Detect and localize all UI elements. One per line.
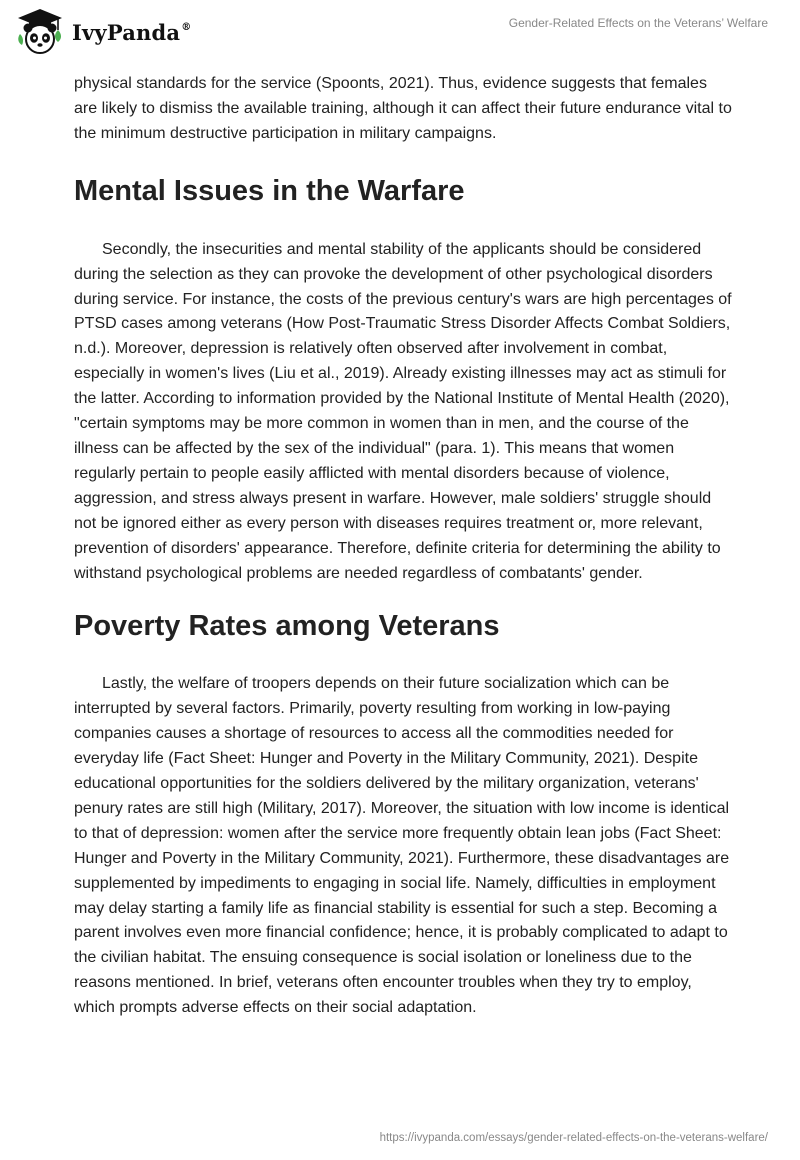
essay-content: [74, 72, 734, 1021]
brand-name: IvyPanda®: [72, 19, 192, 45]
mental-issues-paragraph: Secondly, the insecurities and mental stability of the applicants should be considered during the selection as they can provoke the development of other psychological disorders during service. For instance, the costs of the previous century's wars are high percentages of PTSD cases among veterans (How Post-Traumatic Stress Disorder Affects Combat Soldiers, n.d.). Moreover, depression is relatively often observed after involvement in combat, especially in women's lives (Liu et al., 2019). Already existing illnesses may act as stimuli for the latter. According to information provided by the National Institute of Mental Health (2020), "certain symptoms may be more common in women than in men, and the course of the illness can be affected by the sex of the individual" (para. 1). This means that women regularly pertain to people easily afflicted with mental disorders because of violence, aggression, and stress always present in warfare. However, male soldiers' struggle should not be ignored either as every person with diseases requires treatment or, more relevant, prevention of disorders' appearance. Therefore, definite criteria for determining the ability to withstand psychological problems are needed regardless of combatants' gender.: [74, 240, 732, 582]
section-heading-poverty-rates: Poverty Rates among Veterans: [74, 610, 500, 643]
source-url[interactable]: https://ivypanda.com/essays/gender-related-effects-on-the-veterans-welfare/: [379, 1132, 768, 1144]
intro-paragraph: physical standards for the service (Spoonts, 2021). Thus, evidence suggests that females are likely to dismiss the available training, although it can affect their future endurance vital to the minimum destructive participation in military campaigns.: [74, 75, 732, 142]
panda-graduation-cap-icon: [14, 6, 66, 58]
section-heading-mental-issues: Mental Issues in the Warfare: [74, 174, 465, 207]
poverty-rates-paragraph: Lastly, the welfare of troopers depends on their future socialization which can be interrupted by several factors. Primarily, poverty resulting from working in low-paying companies causes a shortage of resources to access all the commodities needed for everyday life (Fact Sheet: Hunger and Poverty in the Military Community, 2021). Despite educational opportunities for the soldiers delivered by the military organization, veterans' penury rates are still high (Military, 2017). Moreover, the situation with low income is identical to that of depression: women after the service more frequently obtain lean jobs (Fact Sheet: Hunger and Poverty in the Military Community, 2021). Furthermore, these disadvantages are supplemented by impediments to engaging in social life. Namely, difficulties in employment may delay starting a family life as financial stability is essential for such a step. Becoming a parent involves even more financial confidence; hence, it is probably complicated to adapt to the civilian habitat. The ensuing consequence is social isolation or loneliness due to the reasons mentioned. In brief, veterans often encounter troubles when they try to employ, which prompts adverse effects on their social adaptation.: [74, 675, 730, 1017]
ivypanda-logo[interactable]: [14, 6, 191, 58]
page-header: [0, 0, 800, 68]
document-title: Gender-Related Effects on the Veterans’ Welfare: [508, 16, 768, 30]
